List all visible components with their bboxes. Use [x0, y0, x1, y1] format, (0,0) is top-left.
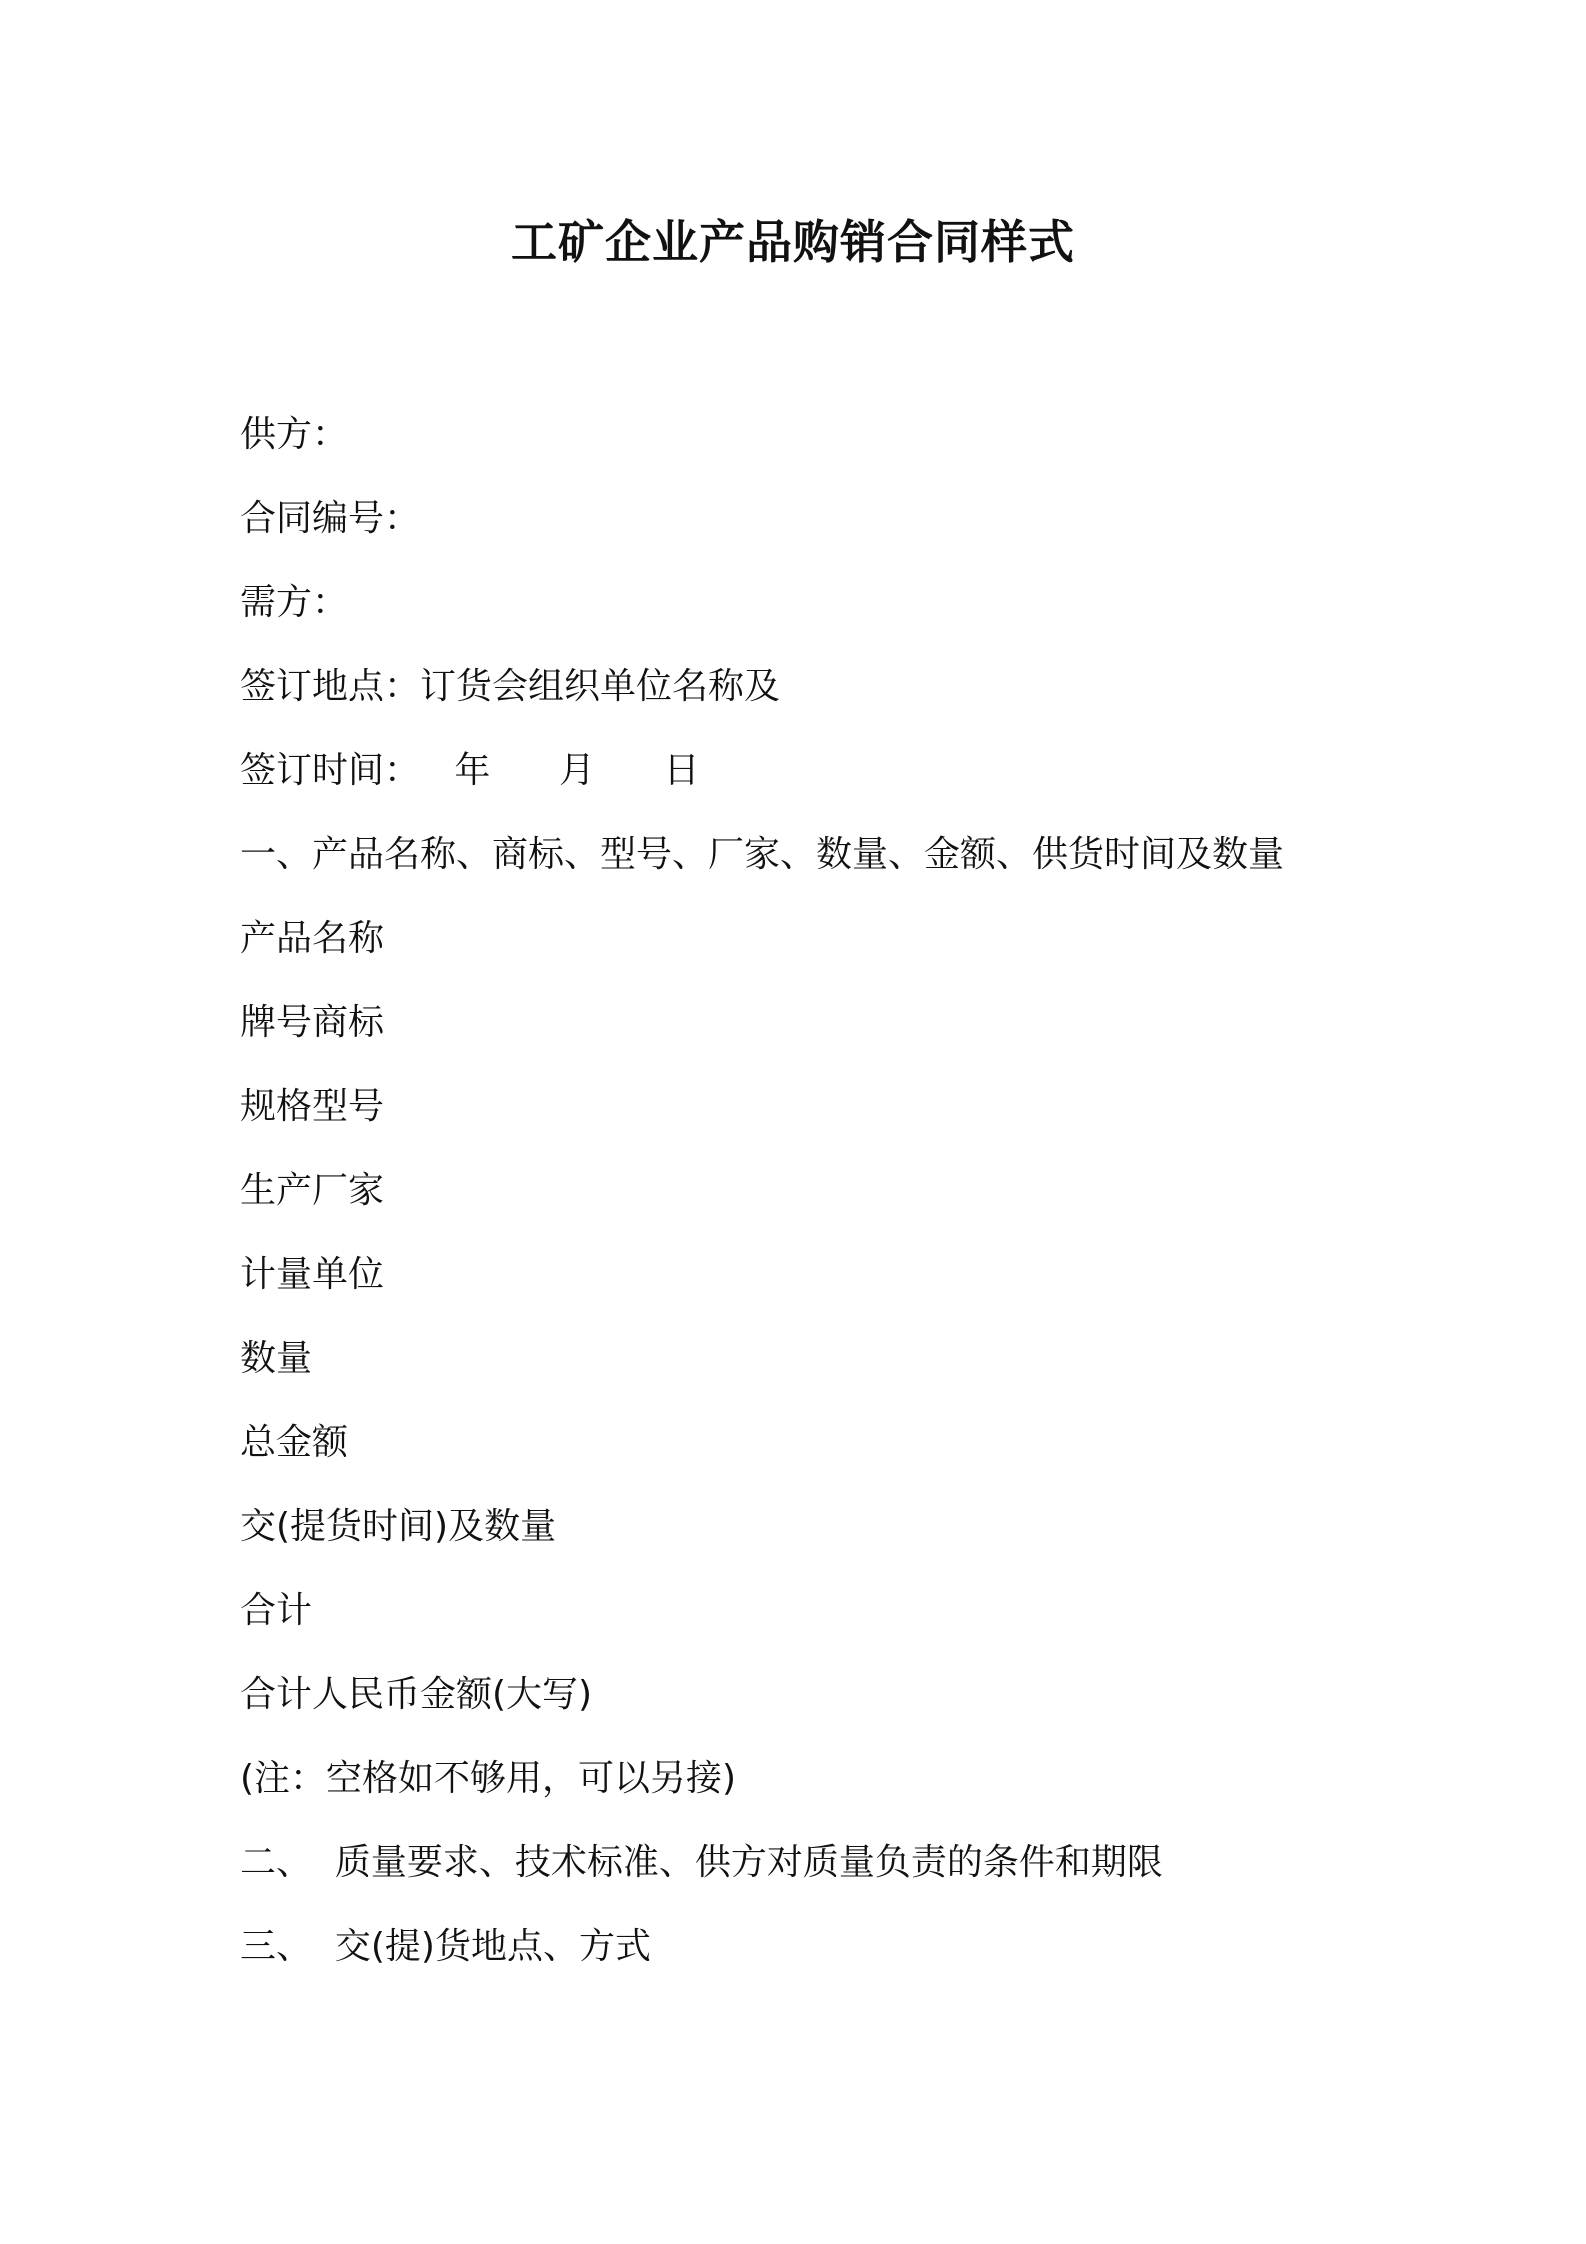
line-spec-model: 规格型号: [240, 1086, 385, 1127]
line-supplier: 供方：: [240, 414, 349, 455]
line-delivery-time-quantity: 交(提货时间)及数量: [240, 1506, 557, 1547]
line-total-rmb-uppercase: 合计人民币金额(大写): [240, 1674, 593, 1715]
section-2-heading: 二、 质量要求、技术标准、供方对质量负责的条件和期限: [240, 1842, 1163, 1883]
line-signing-place: 签订地点：订货会组织单位名称及: [240, 666, 781, 707]
line-total: 合计: [240, 1590, 313, 1631]
line-signing-date: 签订时间： 年 月 日: [240, 750, 700, 791]
section-3-heading: 三、 交(提)货地点、方式: [240, 1926, 651, 1967]
line-buyer: 需方：: [240, 582, 349, 623]
contract-lines: [240, 405, 1400, 2001]
line-note: (注：空格如不够用，可以另接): [240, 1758, 737, 1799]
line-contract-number: 合同编号：: [240, 498, 421, 539]
line-brand-trademark: 牌号商标: [240, 1002, 385, 1043]
line-total-amount: 总金额: [240, 1422, 349, 1463]
line-quantity: 数量: [240, 1338, 313, 1379]
line-manufacturer: 生产厂家: [240, 1170, 385, 1211]
line-product-name: 产品名称: [240, 918, 385, 959]
document-title: 工矿企业产品购销合同样式: [511, 215, 1075, 269]
line-unit: 计量单位: [240, 1254, 385, 1295]
section-1-heading: 一、产品名称、商标、型号、厂家、数量、金额、供货时间及数量: [240, 834, 1285, 875]
